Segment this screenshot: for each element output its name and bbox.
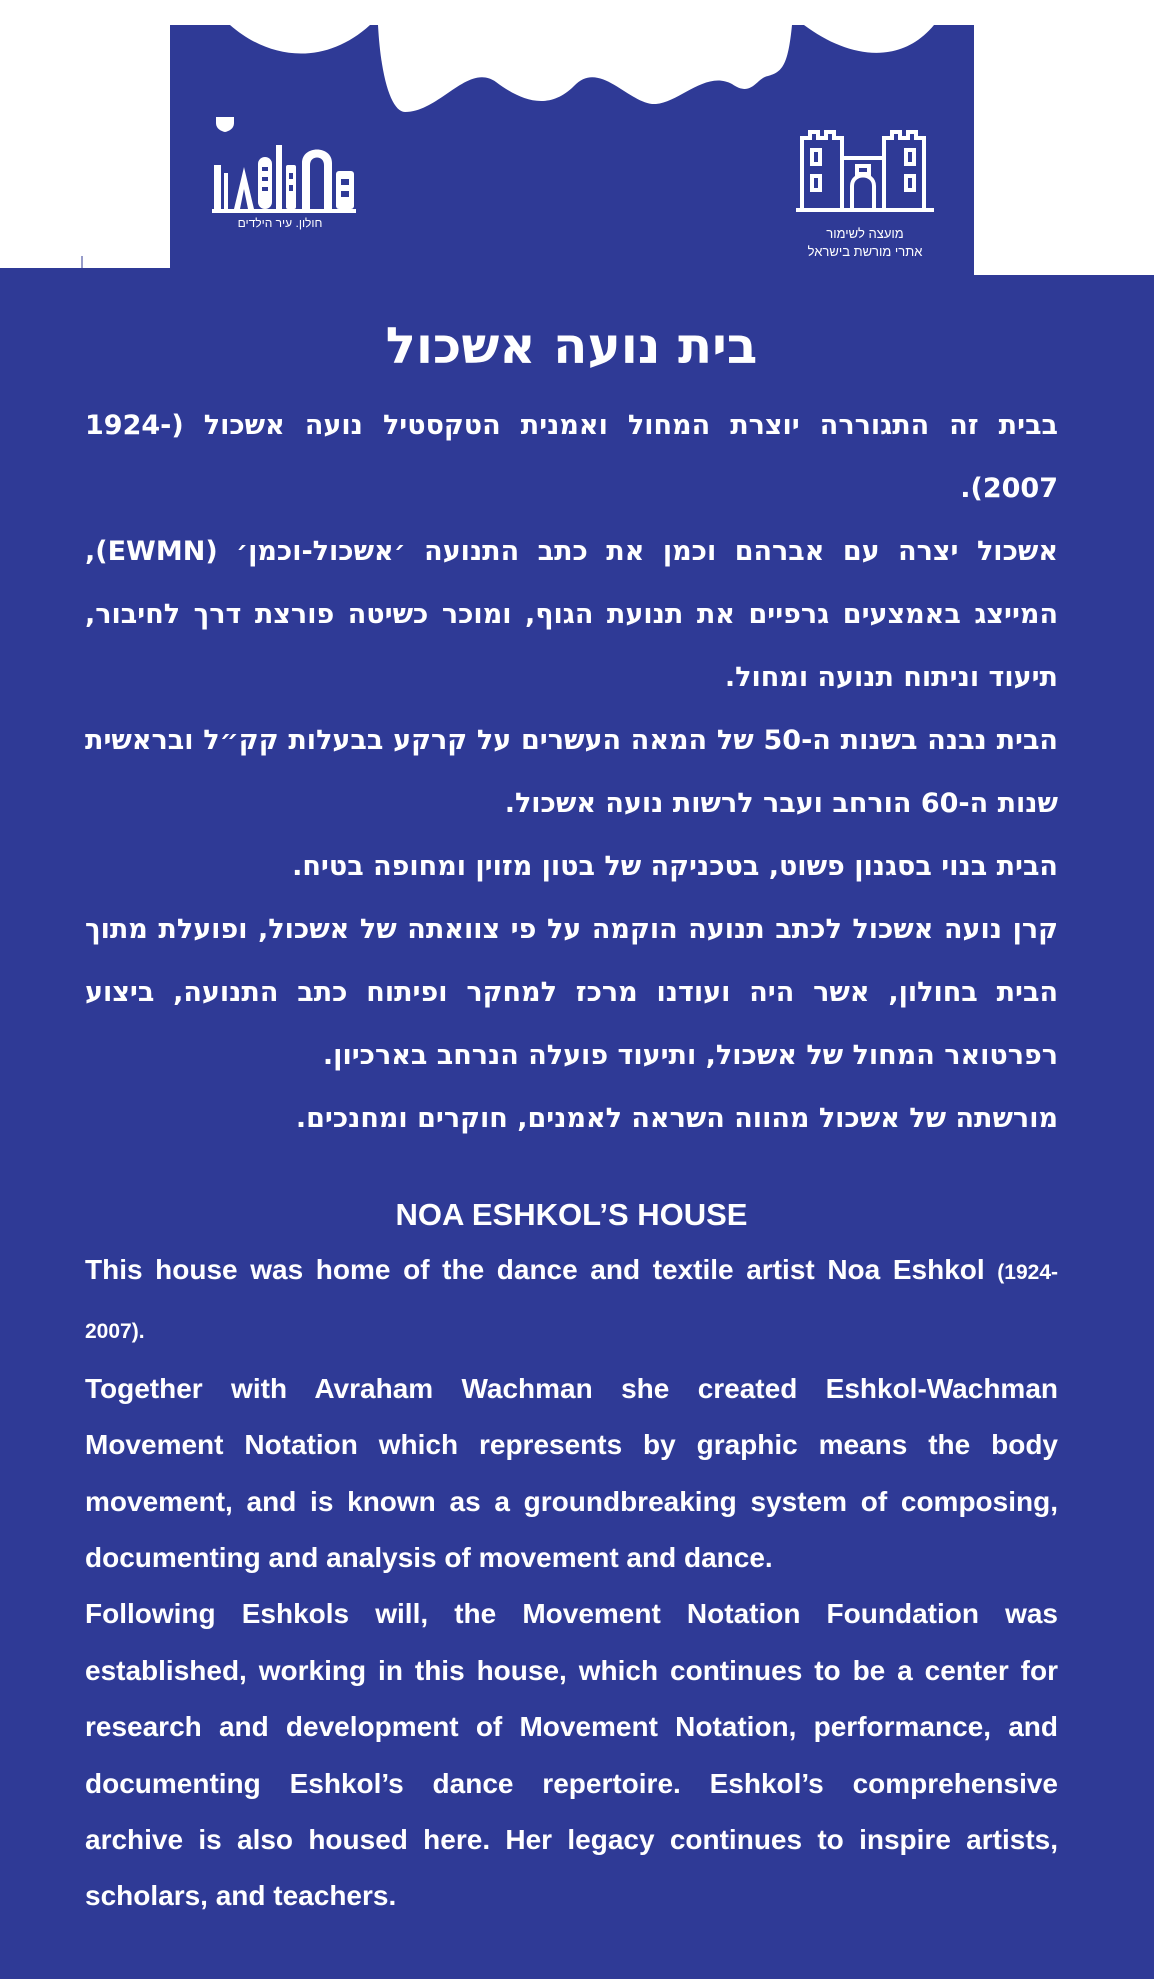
hebrew-paragraph: בבית זה התגוררה יוצרת המחול ואמנית הטקסטיל נועה אשכול (1924-2007). [85, 410, 1058, 504]
hebrew-paragraph: הבית נבנה בשנות ה-50 של המאה העשרים על קרקע בבעלות קק״ל ובראשית שנות ה-60 הורחב ועבר לרשות נועה אשכול. [85, 725, 1058, 819]
holon-logo-icon [210, 115, 360, 215]
holon-logo-caption: חולון. עיר הילדים [237, 216, 323, 230]
hebrew-title: בית נועה אשכול [385, 317, 758, 375]
hebrew-paragraph: אשכול יצרה עם אברהם וכמן את כתב התנועה ׳אשכול-וכמן׳ (EWMN), המייצג באמצעים גרפיים את תנועת הגוף, ומוכר כשיטה פורצת דרך לחיבור, תיעוד וניתוח תנועה ומחול. [85, 536, 1058, 693]
heritage-council-logo [760, 118, 970, 268]
english-title: NOA ESHKOL’S HOUSE [395, 1197, 748, 1232]
hebrew-paragraph: קרן נועה אשכול לכתב תנועה הוקמה על פי צוואתה של אשכול, ופועלת מתוך הבית בחולון, אשר היה ועודנו מרכז למחקר ופיתוח כתב התנועה, ביצוע רפרטואר המחול של אשכול, ותיעוד פועלה הנרחב בארכיון. [85, 914, 1058, 1071]
english-intro-paragraph [85, 1242, 1058, 1361]
hebrew-body [85, 394, 1058, 1150]
english-intro: This house was home of the dance and textile artist Noa Eshkol [85, 1254, 985, 1285]
heritage-caption-line1: מועצה לשימור [826, 226, 904, 241]
hebrew-paragraph: הבית בנוי בסגנון פשוט, בטכניקה של בטון מזוין ומחופה בטיח. [292, 851, 1058, 882]
heritage-building-icon [760, 118, 970, 218]
english-paragraph: Following Eshkols will, the Movement Notation Foundation was established, working in this house, which continues to be a center for research and development of Movement Notation, performance, and documenting Eshkol’s dance repertoire. Eshkol’s comprehensive archive is also housed here. Her legacy continues to inspire artists, scholars, and teachers. [85, 1598, 1058, 1912]
holon-city-logo [205, 115, 365, 235]
english-body [85, 1242, 1058, 1925]
heritage-caption-line2: אתרי מורשת בישראל [807, 244, 923, 259]
english-paragraph: Together with Avraham Wachman she created Eshkol-Wachman Movement Notation which represents by graphic means the body movement, and is known as a groundbreaking system of composing, documenting and analysis of movement and dance. [85, 1372, 1058, 1574]
english-dates: (1924-2007). [85, 1261, 1058, 1344]
hebrew-paragraph: מורשתה של אשכול מהווה השראה לאמנים, חוקרים ומחנכים. [295, 1103, 1058, 1134]
